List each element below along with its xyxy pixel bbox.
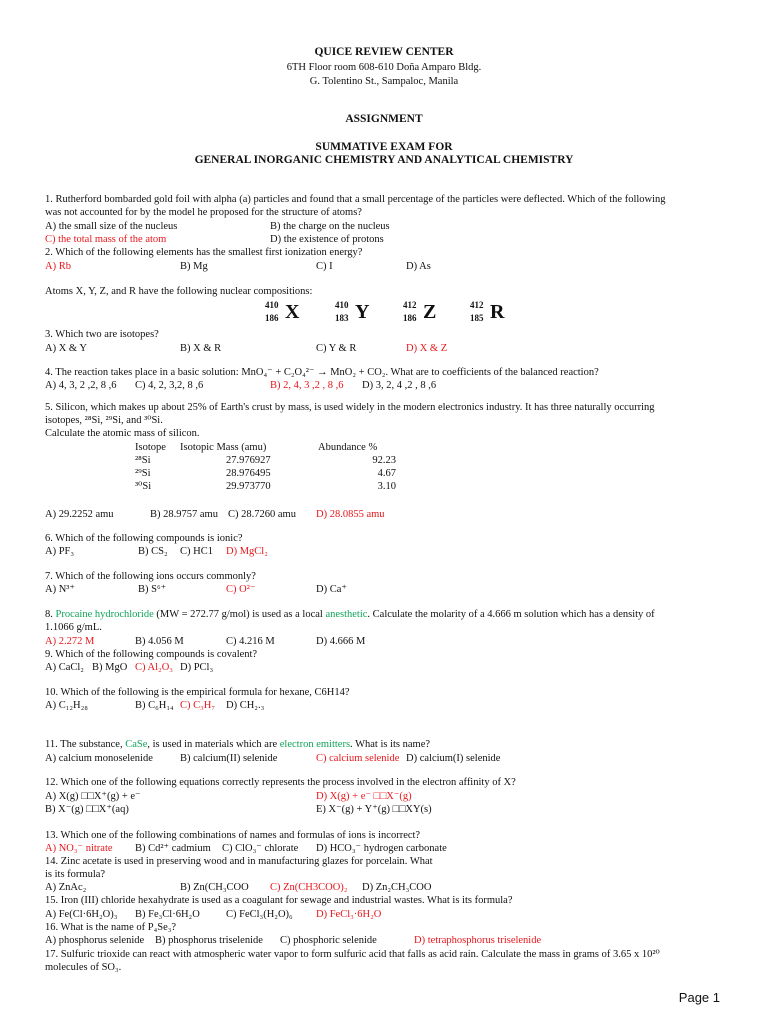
isotope-x-number: 186: [265, 313, 279, 323]
address-line-1: 6TH Floor room 608-610 Doña Amparo Bldg.: [286, 62, 482, 73]
q11-electron-emitters: electron emitters: [279, 739, 351, 750]
isotope-z-number: 186: [403, 313, 417, 323]
assignment-heading: ASSIGNMENT: [345, 113, 423, 125]
q11-option-d: D) calcium(I) selenide: [406, 753, 501, 764]
q5-option-d-answer: D) 28.0855 amu: [316, 509, 385, 520]
q12-option-b: B) X⁻(g) □□X⁺(aq): [45, 804, 129, 815]
q12-option-e: E) X⁻(g) + Y⁺(g) □□XY(s): [316, 804, 432, 815]
q13-option-d: D) HCO₃⁻ hydrogen carbonate: [316, 843, 447, 854]
q8-drug-name: Procaine hydrochloride: [55, 609, 154, 620]
q8-option-a-answer: A) 2.272 M: [45, 636, 95, 647]
q11-option-c-answer: C) calcium selenide: [316, 753, 400, 764]
q16-option-a: A) phosphorus selenide: [45, 935, 145, 946]
q7-option-c-answer: C) O²⁻: [226, 584, 256, 595]
q11-mid: , is used in materials which are: [147, 739, 280, 750]
table-row-1-mass: 27.976927: [226, 455, 271, 466]
q14-text-2: is its formula?: [45, 869, 106, 880]
table-row-2-isotope: ²⁹Si: [135, 468, 151, 479]
q14-option-c-answer: C) Zn(CH3COO)₂: [270, 882, 348, 893]
q11-option-b: B) calcium(II) selenide: [180, 753, 278, 764]
table-row-1-isotope: ²⁸Si: [135, 455, 151, 466]
q1-text-2: was not accounted for by the model he proposed for the structure of atoms?: [45, 207, 362, 218]
table-header-abundance: Abundance %: [318, 442, 378, 453]
q11-post: . What is its name?: [350, 739, 431, 750]
q6-option-a: A) PF₃: [45, 546, 75, 557]
q7-text: 7. Which of the following ions occurs commonly?: [45, 571, 256, 582]
q13-option-a-answer: A) NO₃⁻ nitrate: [45, 843, 113, 854]
q6-option-b: B) CS₂: [138, 546, 168, 557]
q15-option-a: A) Fe(Cl·6H₂O)₃: [45, 909, 118, 920]
q13-option-b: B) Cd²⁺ cadmium: [135, 843, 211, 854]
table-row-1-abundance: 92.23: [372, 455, 396, 466]
q3-option-a: A) X & Y: [45, 343, 87, 354]
q10-option-d: D) CH₂.₃: [226, 700, 265, 711]
table-row-3-abundance: 3.10: [377, 481, 396, 492]
q3-option-d-answer: D) X & Z: [406, 343, 448, 354]
q15-text: 15. Iron (III) chloride hexahydrate is used as a coagulant for sewage and industrial wastes. What is its formula?: [45, 895, 513, 906]
q15-option-c: C) FeCl₃(H₂O)₆: [226, 909, 293, 920]
isotope-y-symbol: Y: [355, 301, 370, 323]
q9-option-d: D) PCl₃: [180, 662, 214, 673]
q1-option-d: D) the existence of protons: [270, 234, 384, 245]
q14-option-a: A) ZnAc₂: [45, 882, 87, 893]
q17-text-1: 17. Sulfuric trioxide can react with atmospheric water vapor to form sulfuric acid that falls as acid rain. Calculate the mass in grams of 3.65 x 10²⁰: [45, 949, 660, 960]
q3-text: 3. Which two are isotopes?: [45, 329, 159, 340]
exam-heading-2: GENERAL INORGANIC CHEMISTRY AND ANALYTICAL CHEMISTRY: [194, 154, 574, 166]
table-row-3-mass: 29.973770: [226, 481, 271, 492]
isotope-y-mass: 410: [335, 300, 349, 310]
atoms-intro: Atoms X, Y, Z, and R have the following nuclear compositions:: [45, 286, 313, 297]
q15-option-b: B) Fe₃Cl·6H₂O: [135, 909, 200, 920]
q11-option-a: A) calcium monoselenide: [45, 753, 153, 764]
q10-option-c-answer: C) C₃H₇: [180, 700, 216, 711]
isotope-r-mass: 412: [470, 300, 484, 310]
q8-mid-text: (MW = 272.77 g/mol) is used as a local: [153, 609, 326, 620]
q8-option-d: D) 4.666 M: [316, 636, 366, 647]
q9-option-a: A) CaCl₂: [45, 662, 84, 673]
isotope-x-symbol: X: [285, 301, 300, 323]
isotope-z-symbol: Z: [423, 301, 437, 323]
q1-text-1: 1. Rutherford bombarded gold foil with alpha (a) particles and found that a small percentage of the particles were deflected. Which of the following: [45, 194, 666, 205]
q11-pre: 11. The substance,: [45, 739, 126, 750]
isotope-x-mass: 410: [265, 300, 279, 310]
page-number: Page 1: [678, 990, 720, 1005]
q9-option-c-answer: C) Al₂O₃: [135, 662, 173, 673]
table-header-isotope: Isotope: [135, 442, 166, 453]
q4-option-b-answer: B) 2, 4, 3 ,2 , 8 ,6: [270, 380, 344, 391]
q1-option-a: A) the small size of the nucleus: [45, 221, 178, 232]
isotope-z-mass: 412: [403, 300, 417, 310]
q4-option-a: A) 4, 3, 2 ,2, 8 ,6: [45, 380, 117, 391]
q7-option-b: B) S⁶⁺: [138, 584, 167, 595]
q14-text-1: 14. Zinc acetate is used in preserving wood and in manufacturing glazes for porcelain. What: [45, 856, 433, 867]
q3-option-c: C) Y & R: [316, 343, 357, 354]
q10-text: 10. Which of the following is the empirical formula for hexane, C6H14?: [45, 687, 350, 698]
q1-option-b: B) the charge on the nucleus: [270, 221, 390, 232]
q2-option-b: B) Mg: [180, 261, 208, 272]
q6-option-d-answer: D) MgCl₂: [226, 546, 268, 557]
isotope-y-number: 183: [335, 313, 349, 323]
q13-option-c: C) ClO₃⁻ chlorate: [222, 843, 299, 854]
q16-option-d-answer: D) tetraphosphorus triselenide: [414, 935, 542, 946]
q11-compound: CaSe: [125, 739, 148, 750]
q3-option-b: B) X & R: [180, 343, 222, 354]
q7-option-a: A) N³⁺: [45, 584, 75, 595]
q16-text: 16. What is the name of P₄Se₃?: [45, 922, 177, 933]
table-header-mass: Isotopic Mass (amu): [180, 442, 267, 453]
address-line-2: G. Tolentino St., Sampaloc, Manila: [309, 76, 459, 87]
q8-option-b: B) 4.056 M: [135, 636, 184, 647]
q7-option-d: D) Ca⁺: [316, 584, 347, 595]
q5-text-3: Calculate the atomic mass of silicon.: [45, 428, 200, 439]
q17-text-2: molecules of SO₃.: [45, 962, 122, 973]
q4-option-d: D) 3, 2, 4 ,2 , 8 ,6: [362, 380, 437, 391]
table-row-3-isotope: ³⁰Si: [135, 481, 152, 492]
exam-heading-1: SUMMATIVE EXAM FOR: [315, 141, 453, 153]
isotope-r-symbol: R: [490, 301, 505, 323]
q15-option-d-answer: D) FeCl₃·6H₂O: [316, 909, 382, 920]
q5-option-b: B) 28.9757 amu: [150, 509, 218, 520]
q4-option-c: C) 4, 2, 3,2, 8 ,6: [135, 380, 204, 391]
q8-text-2: 1.1066 g/mL.: [45, 622, 102, 633]
q1-option-c-answer: C) the total mass of the atom: [45, 234, 167, 245]
q8-number: 8.: [45, 609, 56, 620]
q5-text-1: 5. Silicon, which makes up about 25% of Earth's crust by mass, is used widely in the modern electronics industry. It has three naturally occurring: [45, 402, 655, 413]
q2-text: 2. Which of the following elements has the smallest first ionization energy?: [45, 247, 363, 258]
table-row-2-abundance: 4.67: [377, 468, 396, 479]
q12-option-d-answer: D) X(g) + e⁻ □□X⁻(g): [316, 791, 412, 802]
q8-option-c: C) 4.216 M: [226, 636, 275, 647]
q11-text: [45, 738, 430, 751]
q5-option-a: A) 29.2252 amu: [45, 509, 114, 520]
q16-option-b: B) phosphorus triselenide: [155, 935, 263, 946]
q9-option-b: B) MgO: [92, 662, 128, 673]
q13-text: 13. Which one of the following combinations of names and formulas of ions is incorrect?: [45, 830, 421, 841]
q8-anesthetic: anesthetic: [325, 609, 368, 620]
q4-text: 4. The reaction takes place in a basic solution: MnO₄⁻ + C₂O₄²⁻ → MnO₂ + CO₂. What are to coefficients of the balanced reaction?: [45, 367, 599, 378]
q2-option-d: D) As: [406, 261, 431, 272]
q8-tail-text: . Calculate the molarity of a 4.666 m solution which has a density of: [367, 609, 655, 620]
q14-option-b: B) Zn(CH₃COO: [180, 882, 249, 893]
q2-option-c: C) I: [316, 261, 333, 272]
q2-option-a-answer: A) Rb: [45, 261, 71, 272]
isotope-r-number: 185: [470, 313, 484, 323]
q14-option-d: D) Zn₂CH₃COO: [362, 882, 432, 893]
table-row-2-mass: 28.976495: [226, 468, 271, 479]
q6-option-c: C) HC1: [180, 546, 213, 557]
q12-option-a: A) X(g) □□X⁺(g) + e⁻: [45, 791, 141, 802]
q10-option-b: B) C₆H₁₄: [135, 700, 174, 711]
q10-option-a: A) C₁₂H₂₈: [45, 700, 88, 711]
q6-text: 6. Which of the following compounds is ionic?: [45, 533, 243, 544]
q5-text-2: isotopes, ²⁸Si, ²⁹Si, and ³⁰Si.: [45, 415, 163, 426]
q8-text-1: [45, 608, 655, 621]
q12-text: 12. Which one of the following equations correctly represents the process involved in the electron affinity of X?: [45, 777, 516, 788]
q9-text: 9. Which of the following compounds is covalent?: [45, 649, 258, 660]
q16-option-c: C) phosphoric selenide: [280, 935, 377, 946]
q5-option-c: C) 28.7260 amu: [228, 509, 296, 520]
center-name: QUICE REVIEW CENTER: [314, 46, 454, 58]
